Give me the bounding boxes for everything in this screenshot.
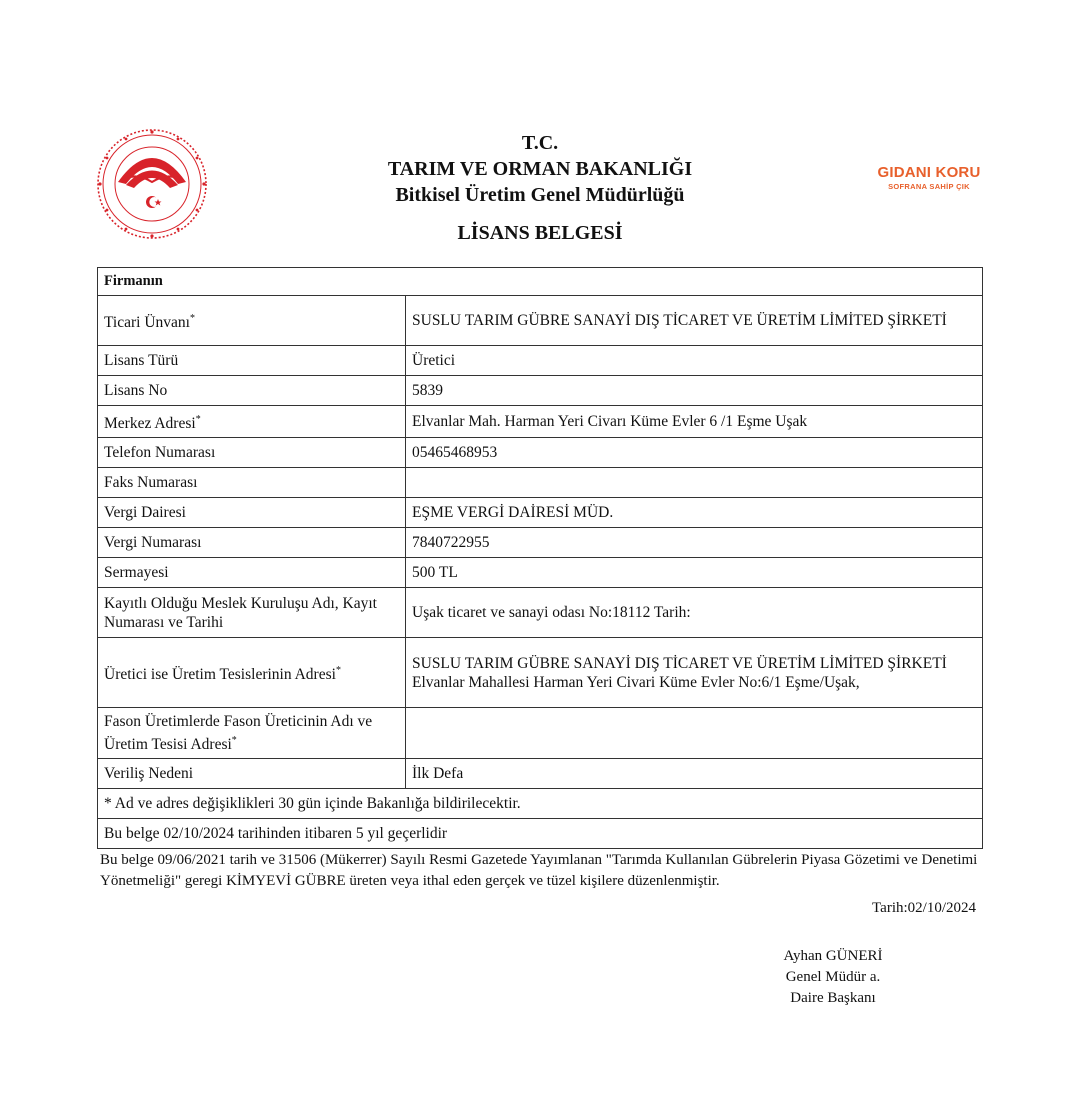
table-row bbox=[98, 376, 983, 406]
table-row bbox=[98, 438, 983, 468]
field-label bbox=[98, 498, 406, 528]
table-row bbox=[98, 708, 983, 759]
brand-main-text: GIDANI KORU bbox=[877, 164, 981, 181]
field-label bbox=[98, 528, 406, 558]
field-label bbox=[98, 296, 406, 346]
field-label-text: Sermayesi bbox=[104, 564, 169, 582]
field-label bbox=[98, 759, 406, 789]
field-value: SUSLU TARIM GÜBRE SANAYİ DIŞ TİCARET VE ÜRETİM LİMİTED ŞİRKETİ bbox=[406, 296, 983, 346]
table-row bbox=[98, 789, 983, 819]
signatory-name: Ayhan GÜNERİ bbox=[783, 948, 883, 964]
table-row bbox=[98, 406, 983, 438]
field-label-text: Lisans Türü bbox=[104, 352, 179, 369]
signature-block bbox=[740, 946, 926, 1009]
table-row bbox=[98, 638, 983, 708]
field-value bbox=[406, 468, 983, 498]
brand-sub-text: SOFRANA SAHİP ÇIK bbox=[888, 182, 970, 191]
field-label bbox=[98, 638, 406, 708]
required-mark: * bbox=[195, 414, 201, 425]
field-value: 7840722955 bbox=[406, 528, 983, 558]
field-label-text: Ticari Ünvanı bbox=[104, 314, 190, 332]
table-row bbox=[98, 819, 983, 849]
gidani-koru-logo bbox=[872, 164, 986, 192]
table-row bbox=[98, 588, 983, 638]
field-label-text: Kayıtlı Olduğu Meslek Kuruluşu Adı, Kayıt Numarası ve Tarihi bbox=[104, 594, 377, 631]
field-value: Elvanlar Mah. Harman Yeri Civarı Küme Evler 6 /1 Eşme Uşak bbox=[406, 406, 983, 438]
field-label bbox=[98, 468, 406, 498]
validity-line: Bu belge 02/10/2024 tarihinden itibaren 5 yıl geçerlidir bbox=[98, 819, 983, 849]
header-ministry: TARIM VE ORMAN BAKANLIĞI bbox=[387, 158, 693, 180]
issue-date: Tarih:02/10/2024 bbox=[872, 900, 976, 916]
table-row bbox=[98, 558, 983, 588]
table-row bbox=[98, 468, 983, 498]
field-label-text: Vergi Numarası bbox=[104, 534, 202, 552]
table-row bbox=[98, 498, 983, 528]
field-value: Üretici bbox=[406, 346, 983, 376]
field-value: 5839 bbox=[406, 376, 983, 406]
field-label-text: Lisans No bbox=[104, 382, 168, 399]
table-row bbox=[98, 759, 983, 789]
section-header: Firmanın bbox=[98, 268, 983, 296]
field-value: EŞME VERGİ DAİRESİ MÜD. bbox=[406, 498, 983, 528]
header-tc: T.C. bbox=[521, 132, 559, 154]
field-label bbox=[98, 708, 406, 759]
table-header-row bbox=[98, 268, 983, 296]
document-title: LİSANS BELGESİ bbox=[457, 222, 623, 244]
table-row bbox=[98, 296, 983, 346]
signatory-title: Genel Müdür a. bbox=[785, 969, 881, 985]
field-label-text: Faks Numarası bbox=[104, 474, 198, 492]
table-row bbox=[98, 346, 983, 376]
legal-text: Bu belge 09/06/2021 tarih ve 31506 (Mükerrer) Sayılı Resmi Gazetede Yayımlanan "Tarımda Kullanılan Gübrelerin Piyasa Gözetimi ve Denetimi Yönetmeliği" geregi KİMYEVİ GÜBRE üreten veya ithal eden gerçek ve tüzel kişilere düzenlenmiştir. bbox=[100, 852, 978, 889]
field-value: SUSLU TARIM GÜBRE SANAYİ DIŞ TİCARET VE ÜRETİM LİMİTED ŞİRKETİ Elvanlar Mahallesi Harman Yeri Civari Küme Evler No:6/1 Eşme/Uşak, bbox=[406, 638, 983, 708]
required-mark: * bbox=[231, 735, 237, 747]
field-label bbox=[98, 346, 406, 376]
field-value bbox=[406, 708, 983, 759]
field-label-text: Merkez Adresi bbox=[104, 415, 196, 433]
table-row bbox=[98, 528, 983, 558]
field-label bbox=[98, 406, 406, 438]
field-label-text: Telefon Numarası bbox=[104, 444, 216, 462]
field-value: 500 TL bbox=[406, 558, 983, 588]
field-label-text: Vergi Dairesi bbox=[104, 504, 186, 522]
field-label-text: Fason Üretimlerde Fason Üreticinin Adı ve Üretim Tesisi Adresi bbox=[104, 713, 373, 754]
required-mark: * bbox=[189, 312, 195, 324]
table-note: * Ad ve adres değişiklikleri 30 gün içinde Bakanlığa bildirilecektir. bbox=[98, 789, 983, 819]
field-value: Uşak ticaret ve sanayi odası No:18112 Tarih: bbox=[406, 588, 983, 638]
signatory-department: Daire Başkanı bbox=[790, 990, 876, 1006]
license-table bbox=[97, 267, 983, 849]
header-directorate: Bitkisel Üretim Genel Müdürlüğü bbox=[395, 184, 685, 206]
field-label bbox=[98, 376, 406, 406]
field-label-text: Veriliş Nedeni bbox=[104, 765, 194, 783]
field-label bbox=[98, 558, 406, 588]
field-label bbox=[98, 438, 406, 468]
field-label-text: Üretici ise Üretim Tesislerinin Adresi bbox=[104, 666, 336, 684]
required-mark: * bbox=[335, 665, 341, 677]
field-value: 05465468953 bbox=[406, 438, 983, 468]
field-value: İlk Defa bbox=[406, 759, 983, 789]
field-label bbox=[98, 588, 406, 638]
